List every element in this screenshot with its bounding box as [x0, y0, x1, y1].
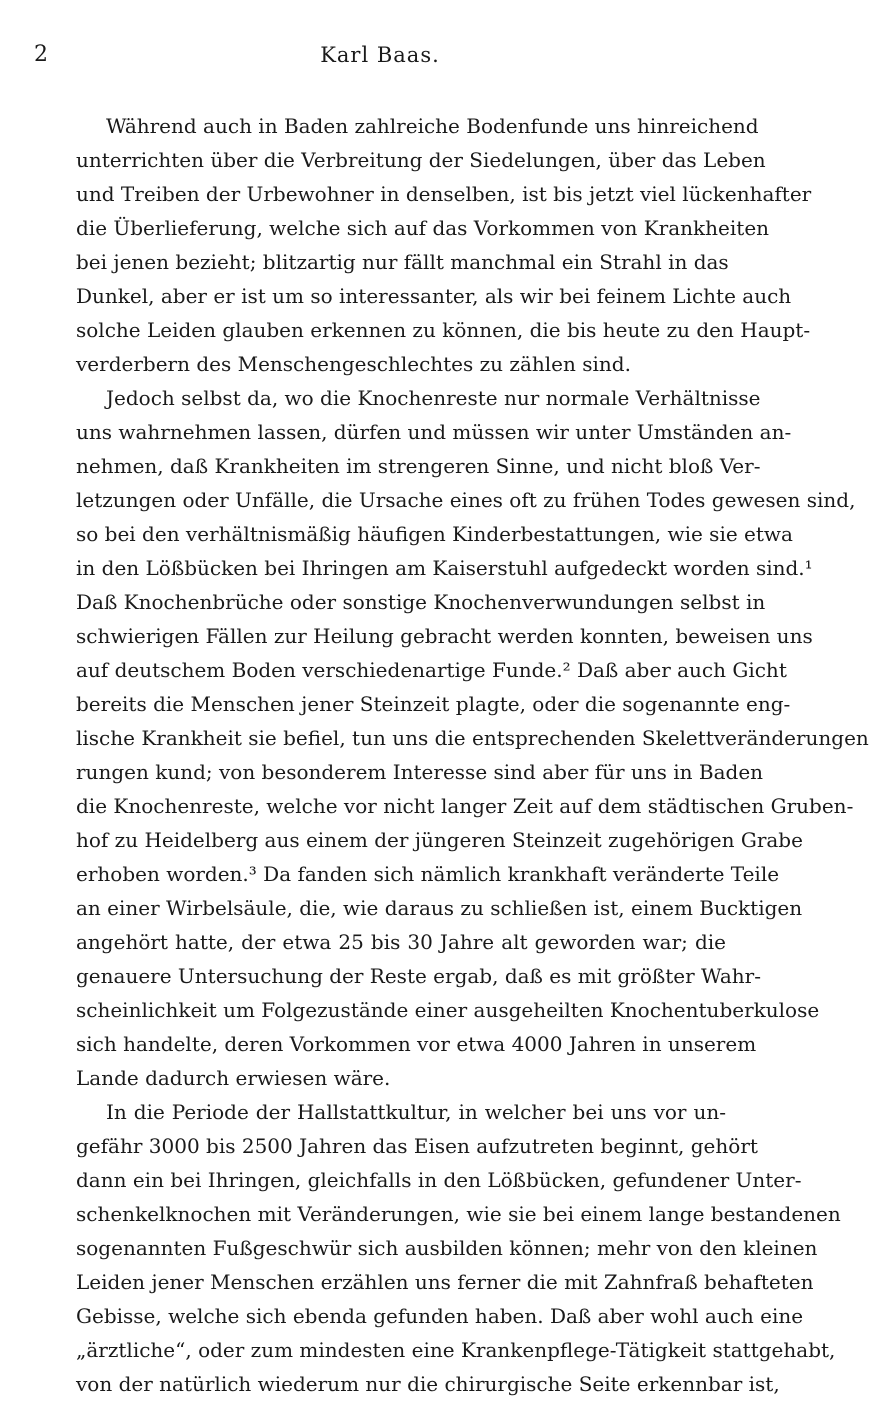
text-line: Dunkel, aber er ist um so interessanter, als wir bei feinem Lichte auch: [76, 284, 792, 308]
text-line: verderbern des Menschengeschlechtes zu zählen sind.: [76, 352, 631, 376]
text-line: angehört hatte, der etwa 25 bis 30 Jahre alt geworden war; die: [76, 930, 726, 954]
page-header: [34, 40, 726, 70]
text-line: und Treiben der Urbewohner in denselben, ist bis jetzt viel lückenhafter: [76, 182, 812, 206]
text-line: Während auch in Baden zahlreiche Bodenfunde uns hinreichend: [106, 114, 759, 138]
text-line: genauere Untersuchung der Reste ergab, daß es mit größter Wahr-: [76, 964, 761, 988]
text-line: letzungen oder Unfälle, die Ursache eines oft zu frühen Todes gewesen sind,: [76, 488, 856, 512]
text-line: auf deutschem Boden verschiedenartige Funde.² Daß aber auch Gicht: [76, 658, 787, 682]
text-line: schenkelknochen mit Veränderungen, wie sie bei einem lange bestandenen: [76, 1202, 841, 1226]
text-line: Lande dadurch erwiesen wäre.: [76, 1066, 391, 1090]
text-line: erhoben worden.³ Da fanden sich nämlich krankhaft veränderte Teile: [76, 862, 780, 886]
text-line: sogenannten Fußgeschwür sich ausbilden können; mehr von den kleinen: [76, 1236, 818, 1260]
text-line: In die Periode der Hallstattkultur, in welcher bei uns vor un-: [106, 1100, 726, 1124]
text-line: hof zu Heidelberg aus einem der jüngeren Steinzeit zugehörigen Grabe: [76, 828, 803, 852]
page-number: 2: [34, 42, 48, 67]
text-line: an einer Wirbelsäule, die, wie daraus zu schließen ist, einem Bucktigen: [76, 896, 803, 920]
text-line: solche Leiden glauben erkennen zu können, die bis heute zu den Haupt-: [76, 318, 811, 342]
text-line: scheinlichkeit um Folgezustände einer ausgeheilten Knochentuberkulose: [76, 998, 820, 1022]
text-line: rungen kund; von besonderem Interesse sind aber für uns in Baden: [76, 760, 764, 784]
text-line: bereits die Menschen jener Steinzeit plagte, oder die sogenannte eng-: [76, 692, 791, 716]
text-line: dann ein bei Ihringen, gleichfalls in den Lößbücken, gefundener Unter-: [76, 1168, 802, 1192]
text-line: „ärztliche“, oder zum mindesten eine Krankenpflege-Tätigkeit stattgehabt,: [76, 1338, 836, 1362]
running-head: Karl Baas.: [320, 43, 440, 67]
text-line: von der natürlich wiederum nur die chirurgische Seite erkennbar ist,: [76, 1372, 780, 1396]
text-line: Leiden jener Menschen erzählen uns ferner die mit Zahnfraß behafteten: [76, 1270, 814, 1294]
text-line: uns wahrnehmen lassen, dürfen und müssen wir unter Umständen an-: [76, 420, 792, 444]
text-line: lische Krankheit sie befiel, tun uns die entsprechenden Skelettveränderungen: [76, 726, 869, 750]
text-line: schwierigen Fällen zur Heilung gebracht werden konnten, beweisen uns: [76, 624, 813, 648]
text-line: Daß Knochenbrüche oder sonstige Knochenverwundungen selbst in: [76, 590, 766, 614]
body-text: [76, 109, 869, 1401]
text-line: unterrichten über die Verbreitung der Siedelungen, über das Leben: [76, 148, 766, 172]
text-line: sich handelte, deren Vorkommen vor etwa 4000 Jahren in unserem: [76, 1032, 757, 1056]
text-line: die Knochenreste, welche vor nicht langer Zeit auf dem städtischen Gruben-: [76, 794, 854, 818]
text-line: gefähr 3000 bis 2500 Jahren das Eisen aufzutreten beginnt, gehört: [76, 1134, 758, 1158]
text-line: Jedoch selbst da, wo die Knochenreste nur normale Verhältnisse: [106, 386, 761, 410]
text-line: die Überlieferung, welche sich auf das Vorkommen von Krankheiten: [76, 216, 770, 240]
text-line: so bei den verhältnismäßig häufigen Kinderbestattungen, wie sie etwa: [76, 522, 793, 546]
text-line: Gebisse, welche sich ebenda gefunden haben. Daß aber wohl auch eine: [76, 1304, 804, 1328]
text-line: nehmen, daß Krankheiten im strengeren Sinne, und nicht bloß Ver-: [76, 454, 761, 478]
text-line: bei jenen bezieht; blitzartig nur fällt manchmal ein Strahl in das: [76, 250, 729, 274]
text-line: in den Lößbücken bei Ihringen am Kaiserstuhl aufgedeckt worden sind.¹: [76, 556, 813, 580]
